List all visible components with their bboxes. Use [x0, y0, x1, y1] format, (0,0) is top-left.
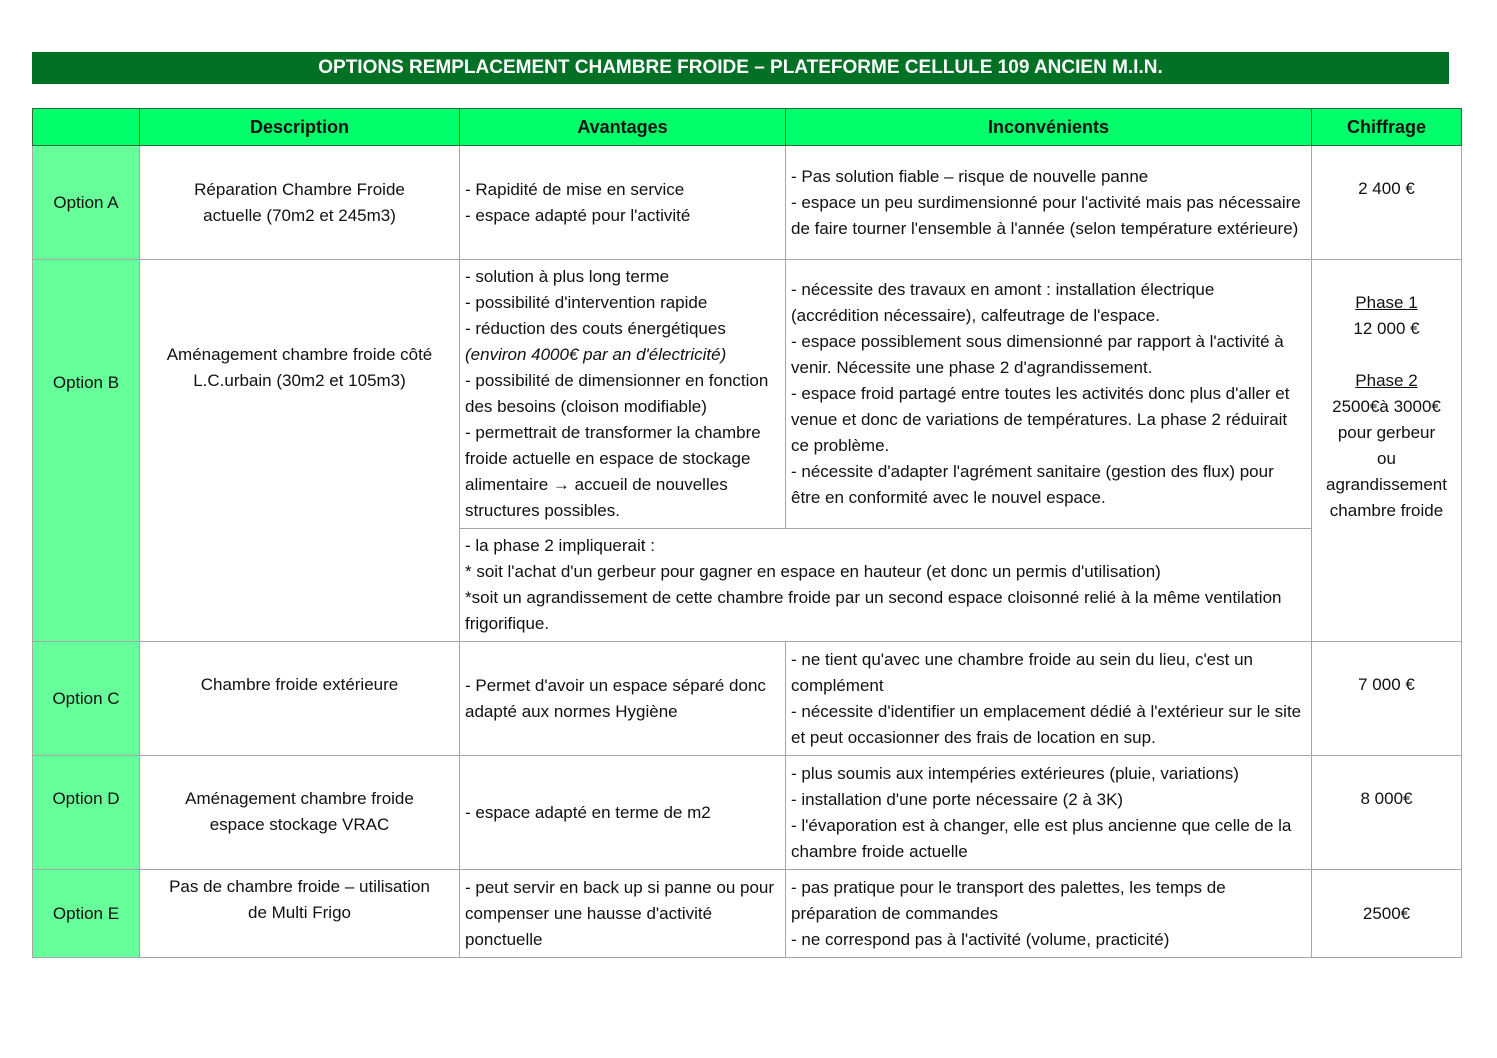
avantage-item: - espace adapté en terme de m2	[465, 802, 711, 822]
inconvenients-cell	[786, 756, 1312, 870]
phase2-note-line: * soit l'achat d'un gerbeur pour gagner en espace en hauteur (et donc un permis d'utilisation)	[465, 562, 1161, 581]
inconvenient-item: - ne tient qu'avec une chambre froide au sein du lieu, c'est un complément	[791, 649, 1253, 695]
inconvenient-item: - nécessite d'identifier un emplacement dédié à l'extérieur sur le site et peut occasionner des frais de location en sup.	[791, 701, 1302, 747]
inconvenient-item: - espace possiblement sous dimensionné par rapport à l'activité à venir. Nécessite une phase 2 d'agrandissement.	[791, 332, 1284, 377]
inconvenient-item: - espace froid partagé entre toutes les activités donc plus d'aller et venue et donc de variations de températures. La phase 2 réduirait ce problème.	[791, 384, 1290, 455]
avantage-item: - Rapidité de mise en service	[465, 179, 685, 199]
avantage-item: - peut servir en back up si panne ou pour compenser une hausse d'activité ponctuelle	[465, 877, 775, 949]
inconvenients-cell	[786, 642, 1312, 756]
description-line: espace stockage VRAC	[209, 815, 390, 834]
inconvenient-item: - installation d'une porte nécessaire (2 à 3K)	[791, 789, 1124, 809]
table-row-option-e	[33, 870, 1462, 958]
avantage-item: - espace adapté pour l'activité	[465, 205, 691, 225]
phase2-detail: chambre froide	[1329, 501, 1444, 520]
avantage-item: - Permet d'avoir un espace séparé donc adapté aux normes Hygiène	[465, 675, 766, 721]
phase1-label: Phase 1	[1355, 293, 1418, 312]
inconvenient-item: - nécessite d'adapter l'agrément sanitaire (gestion des flux) pour être en conformité avec le nouvel espace.	[791, 462, 1274, 507]
description-line: Chambre froide extérieure	[200, 675, 399, 694]
description-line: Réparation Chambre Froide	[194, 179, 405, 199]
table-row-option-d	[33, 756, 1462, 870]
avantage-note: (environ 4000€ par an d'électricité)	[465, 345, 727, 364]
avantages-cell	[460, 756, 786, 870]
options-table	[32, 108, 1462, 958]
avantages-cell	[460, 146, 786, 260]
avantage-item: - solution à plus long terme	[465, 267, 670, 286]
phase2-note-cell	[460, 529, 1312, 642]
option-label: Option D	[33, 756, 140, 870]
inconvenient-item: - l'évaporation est à changer, elle est plus ancienne que celle de la chambre froide actuelle	[791, 815, 1292, 861]
header-chiffrage: Chiffrage	[1312, 109, 1462, 146]
description-line: Aménagement chambre froide côté	[166, 345, 433, 364]
description-line: Pas de chambre froide – utilisation	[169, 877, 430, 896]
description-line: Aménagement chambre froide	[185, 789, 414, 808]
description-line: de Multi Frigo	[248, 903, 351, 922]
description-line: actuelle (70m2 et 245m3)	[203, 205, 396, 225]
phase2-note-line: *soit un agrandissement de cette chambre froide par un second espace cloisonné relié à la même ventilation frigorifique.	[465, 588, 1282, 633]
phase2-value: 2500€à 3000€	[1332, 397, 1441, 416]
option-label: Option A	[33, 146, 140, 260]
chiffrage-cell: 2500€	[1312, 870, 1462, 958]
header-avantages: Avantages	[460, 109, 786, 146]
inconvenient-item: - ne correspond pas à l'activité (volume, practicité)	[791, 929, 1170, 949]
avantages-cell	[460, 870, 786, 958]
header-description: Description	[140, 109, 460, 146]
avantages-cell	[460, 260, 786, 529]
phase2-label: Phase 2	[1355, 371, 1418, 390]
avantage-item: - possibilité d'intervention rapide	[465, 293, 708, 312]
phase2-detail: pour gerbeur	[1337, 423, 1436, 442]
description-cell	[140, 642, 460, 756]
inconvenient-item: - espace un peu surdimensionné pour l'activité mais pas nécessaire de faire tourner l'ensemble à l'année (selon température extérieure)	[791, 192, 1301, 238]
chiffrage-cell: 7 000 €	[1312, 642, 1462, 756]
table-row-option-c	[33, 642, 1462, 756]
inconvenient-item: - pas pratique pour le transport des palettes, les temps de préparation de commandes	[791, 877, 1226, 923]
phase2-detail: agrandissement	[1326, 475, 1447, 494]
inconvenient-item: - Pas solution fiable – risque de nouvelle panne	[791, 166, 1149, 186]
description-cell	[140, 146, 460, 260]
spacer	[1317, 342, 1456, 368]
chiffrage-cell: 8 000€	[1312, 756, 1462, 870]
avantage-item: - possibilité de dimensionner en fonction des besoins (cloison modifiable)	[465, 371, 769, 416]
inconvenients-cell	[786, 260, 1312, 529]
inconvenients-cell	[786, 870, 1312, 958]
description-cell	[140, 756, 460, 870]
phase2-detail: ou	[1377, 449, 1396, 468]
description-cell	[140, 260, 460, 642]
chiffrage-cell: 2 400 €	[1312, 146, 1462, 260]
inconvenients-cell	[786, 146, 1312, 260]
phase2-note-line: - la phase 2 impliquerait :	[465, 536, 655, 555]
avantage-item: - réduction des couts énergétiques	[465, 319, 726, 338]
table-row-option-a	[33, 146, 1462, 260]
page-title: OPTIONS REMPLACEMENT CHAMBRE FROIDE – PLATEFORME CELLULE 109 ANCIEN M.I.N.	[32, 52, 1449, 84]
option-label: Option C	[33, 642, 140, 756]
inconvenient-item: - nécessite des travaux en amont : installation électrique (accrédition nécessaire), calfeutrage de l'espace.	[791, 280, 1215, 325]
avantages-cell	[460, 642, 786, 756]
table-row-option-b	[33, 260, 1462, 529]
description-line: L.C.urbain (30m2 et 105m3)	[193, 371, 406, 390]
description-cell	[140, 870, 460, 958]
phase1-value: 12 000 €	[1353, 319, 1420, 338]
option-label: Option B	[33, 260, 140, 642]
option-label: Option E	[33, 870, 140, 958]
header-inconvenients: Inconvénients	[786, 109, 1312, 146]
chiffrage-cell	[1312, 260, 1462, 642]
inconvenient-item: - plus soumis aux intempéries extérieures (pluie, variations)	[791, 763, 1239, 783]
avantage-item: - permettrait de transformer la chambre froide actuelle en espace de stockage alimentaire → accueil de nouvelles structures possibles.	[465, 423, 761, 520]
table-header-row	[33, 109, 1462, 146]
header-option	[33, 109, 140, 146]
